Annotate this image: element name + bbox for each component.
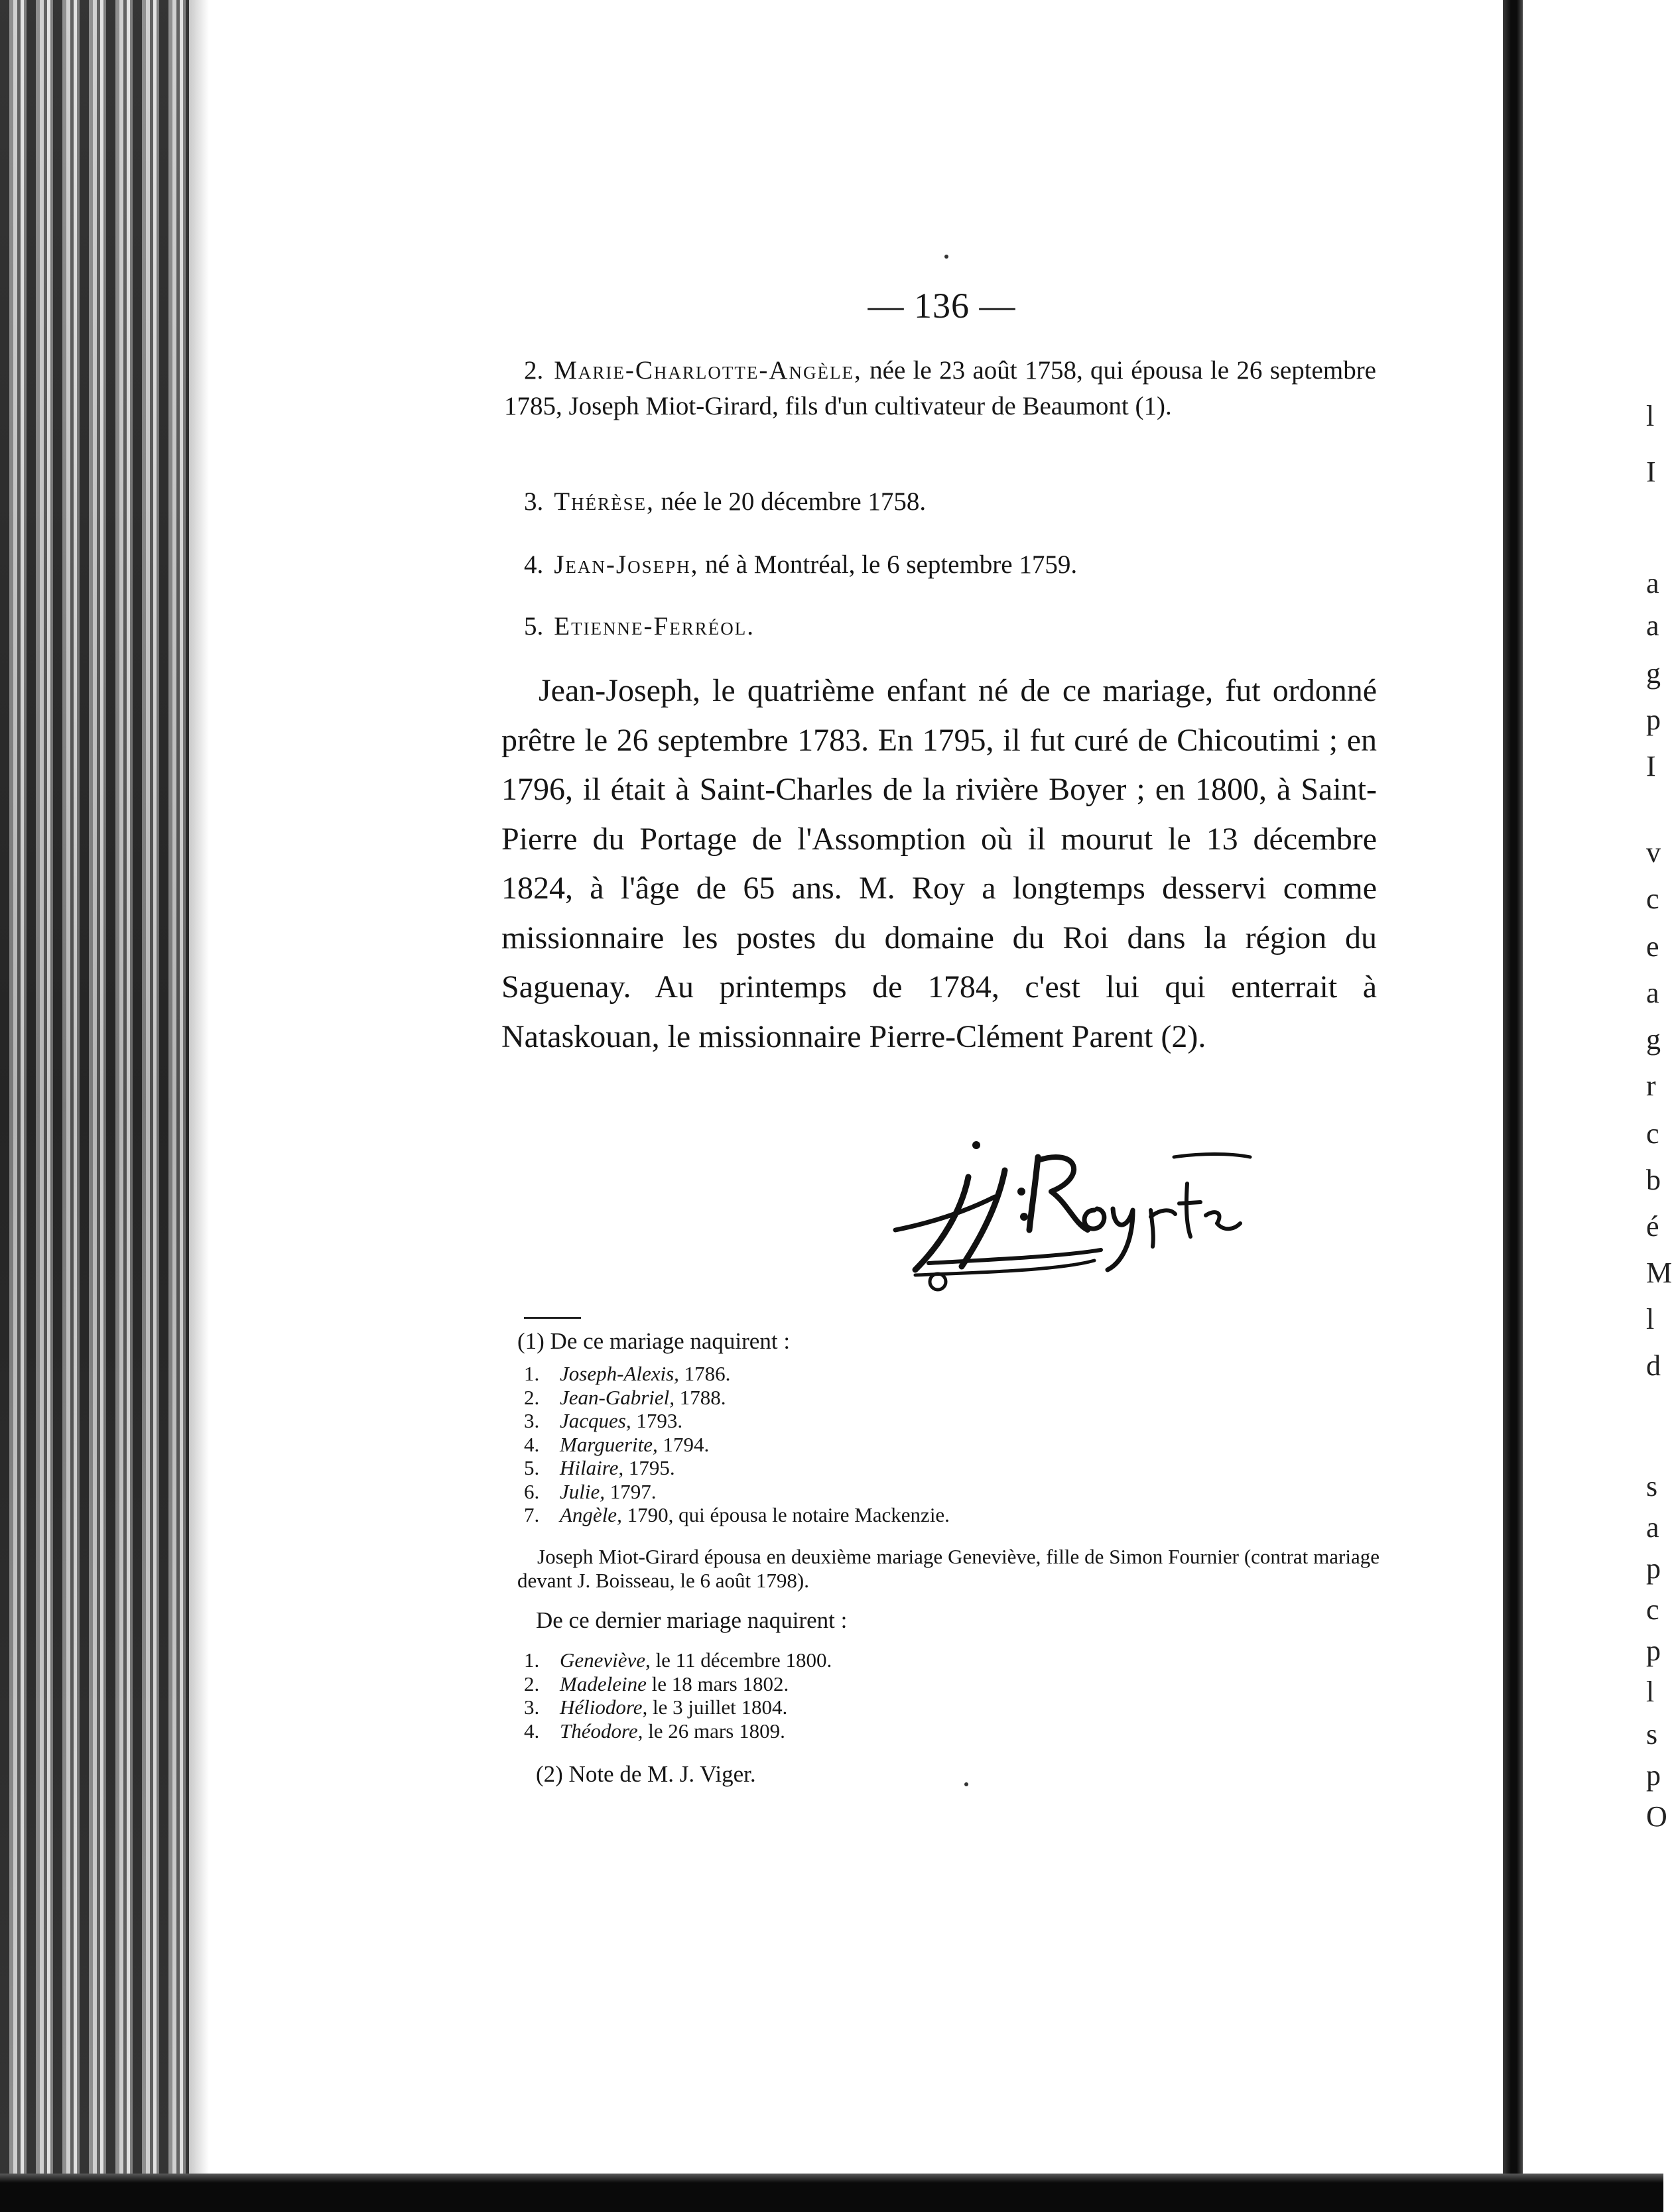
next-page-fragment: b <box>1646 1164 1661 1196</box>
body-paragraph: Jean-Joseph, le quatrième enfant né de ce mariage, fut ordonné prêtre le 26 septembre 1783. En 1795, il fut curé de Chicoutimi ; en 1796, il était à Saint-Charles de la rivière Boyer ; en 1800, à Saint-Pierre du Portage de l'Assomption où il mourut le 13 décembre 1824, à l'âge de 65 ans. M. Roy a longtemps desservi comme missionnaire les postes du domaine du Roi dans la région du Saguenay. Au printemps de 1784, c'est lui qui enterrait à Nataskouan, le missionnaire Pierre-Clément Parent (2). <box>501 673 1377 1054</box>
list-item-number: 4. <box>524 1432 540 1456</box>
child-name: Marguerite, <box>560 1432 658 1456</box>
list-item-number: 5. <box>524 612 544 641</box>
next-page-fragment: p <box>1646 1634 1661 1667</box>
list-item-number: 3. <box>524 487 544 516</box>
child-name: Madeleine <box>560 1672 647 1695</box>
footnote-2: (2) Note de M. J. Viger. <box>536 1761 756 1787</box>
list-item-child-2 <box>504 353 1376 424</box>
child-detail: le 11 décembre 1800. <box>650 1648 832 1672</box>
next-page-fragment: g <box>1646 657 1661 690</box>
next-page-fragment: O <box>1646 1800 1667 1833</box>
list-item <box>524 1480 1320 1504</box>
child-name: Joseph-Alexis, <box>560 1362 679 1385</box>
child-name: Héliodore, <box>560 1695 648 1719</box>
list-item <box>524 1433 1320 1457</box>
handwritten-signature <box>889 1131 1260 1290</box>
list-item <box>524 1409 1320 1433</box>
next-page-fragment: r <box>1646 1070 1656 1102</box>
child-name: Etienne-Ferréol. <box>554 612 755 641</box>
child-name: Jacques, <box>560 1409 631 1432</box>
next-page-fragment: c <box>1646 1117 1659 1150</box>
footnote-divider <box>524 1317 581 1319</box>
child-details: née le 23 août 1758, qui épousa le 26 septembre 1785, Joseph Miot-Girard, fils d'un cultivateur de Beaumont (1). <box>504 356 1376 420</box>
child-name: Hilaire, <box>560 1456 624 1479</box>
list-item <box>524 1456 1320 1480</box>
list-item <box>524 1695 1320 1719</box>
next-page-fragment: s <box>1646 1470 1658 1503</box>
child-details: née le 20 décembre 1758. <box>654 487 927 516</box>
list-item-child-4 <box>524 547 1396 583</box>
list-item <box>524 1648 1320 1672</box>
footnote-children-list-second <box>524 1648 1320 1743</box>
list-item <box>524 1672 1320 1696</box>
list-item-child-3 <box>524 484 1396 520</box>
next-page-fragment: p <box>1646 1552 1661 1585</box>
list-item-number: 1. <box>524 1648 540 1672</box>
list-item-number: 2. <box>524 1672 540 1695</box>
list-item-number: 4. <box>524 550 544 579</box>
next-page-fragment: l <box>1646 400 1655 432</box>
list-item-number: 7. <box>524 1503 540 1526</box>
next-page-fragment: a <box>1646 609 1659 642</box>
next-page-fragment: l <box>1646 1303 1655 1335</box>
next-page-fragment: a <box>1646 1511 1659 1544</box>
next-page-fragment: p <box>1646 1759 1661 1792</box>
list-item <box>524 1386 1320 1410</box>
footnote-children-list-first <box>524 1362 1320 1527</box>
list-item-number: 2. <box>524 1385 540 1409</box>
child-name: Théodore, <box>560 1719 643 1743</box>
child-detail: 1788. <box>675 1385 726 1409</box>
list-item <box>524 1362 1320 1386</box>
child-detail: 1794. <box>657 1432 710 1456</box>
child-name: Marie-Charlotte-Angèle, <box>554 356 862 385</box>
child-name: Julie, <box>560 1479 605 1503</box>
ink-speck <box>964 1782 968 1786</box>
child-detail: 1795. <box>623 1456 675 1479</box>
child-name: Thérèse, <box>554 487 655 516</box>
next-page-fragment: d <box>1646 1349 1661 1382</box>
list-item-number: 2. <box>524 356 544 385</box>
ink-speck <box>944 255 948 259</box>
next-page-fragment: v <box>1646 836 1661 869</box>
next-page-fragment: é <box>1646 1210 1659 1243</box>
list-item-number: 6. <box>524 1479 540 1503</box>
child-detail: 1793. <box>631 1409 683 1432</box>
child-name: Jean-Joseph, <box>554 550 699 579</box>
next-page-fragment: l <box>1646 1676 1655 1708</box>
list-item <box>524 1719 1320 1743</box>
list-item-child-5 <box>524 609 1396 645</box>
next-page-fragment: e <box>1646 930 1659 963</box>
child-detail: 1790, qui épousa le notaire Mackenzie. <box>621 1503 950 1526</box>
next-page-fragment: I <box>1646 750 1656 782</box>
child-detail: 1797. <box>605 1479 657 1503</box>
child-detail: le 18 mars 1802. <box>646 1672 789 1695</box>
footnote-second-marriage: Joseph Miot-Girard épousa en deuxième mariage Geneviève, fille de Simon Fournier (contrat mariage devant J. Boisseau, le 6 août 1798). <box>517 1545 1380 1592</box>
next-page-fragment: a <box>1646 977 1659 1009</box>
child-details: né à Montréal, le 6 septembre 1759. <box>698 550 1078 579</box>
child-detail: le 26 mars 1809. <box>643 1719 785 1743</box>
list-item-number: 4. <box>524 1719 540 1743</box>
child-detail: le 3 juillet 1804. <box>647 1695 788 1719</box>
list-item-number: 3. <box>524 1695 540 1719</box>
list-item-number: 3. <box>524 1409 540 1432</box>
next-page-fragment: c <box>1646 883 1659 915</box>
footnote-1-heading-second: De ce dernier mariage naquirent : <box>536 1607 848 1633</box>
child-name: Angèle, <box>560 1503 622 1526</box>
next-page-fragment: p <box>1646 704 1661 736</box>
child-detail: 1786. <box>678 1362 731 1385</box>
next-page-fragment: I <box>1646 456 1656 488</box>
next-page-fragment: g <box>1646 1023 1661 1056</box>
list-item <box>524 1503 1320 1527</box>
next-page-fragment: a <box>1646 567 1659 599</box>
next-page-fragment: s <box>1646 1718 1658 1751</box>
child-name: Geneviève, <box>560 1648 651 1672</box>
list-item-number: 5. <box>524 1456 540 1479</box>
child-name: Jean-Gabriel, <box>560 1385 675 1409</box>
footnote-1-heading: (1) De ce mariage naquirent : <box>517 1328 791 1354</box>
page-number: — 136 — <box>868 286 1016 326</box>
next-page-fragment: M <box>1646 1257 1672 1289</box>
list-item-number: 1. <box>524 1362 540 1385</box>
next-page-fragment: c <box>1646 1593 1659 1626</box>
